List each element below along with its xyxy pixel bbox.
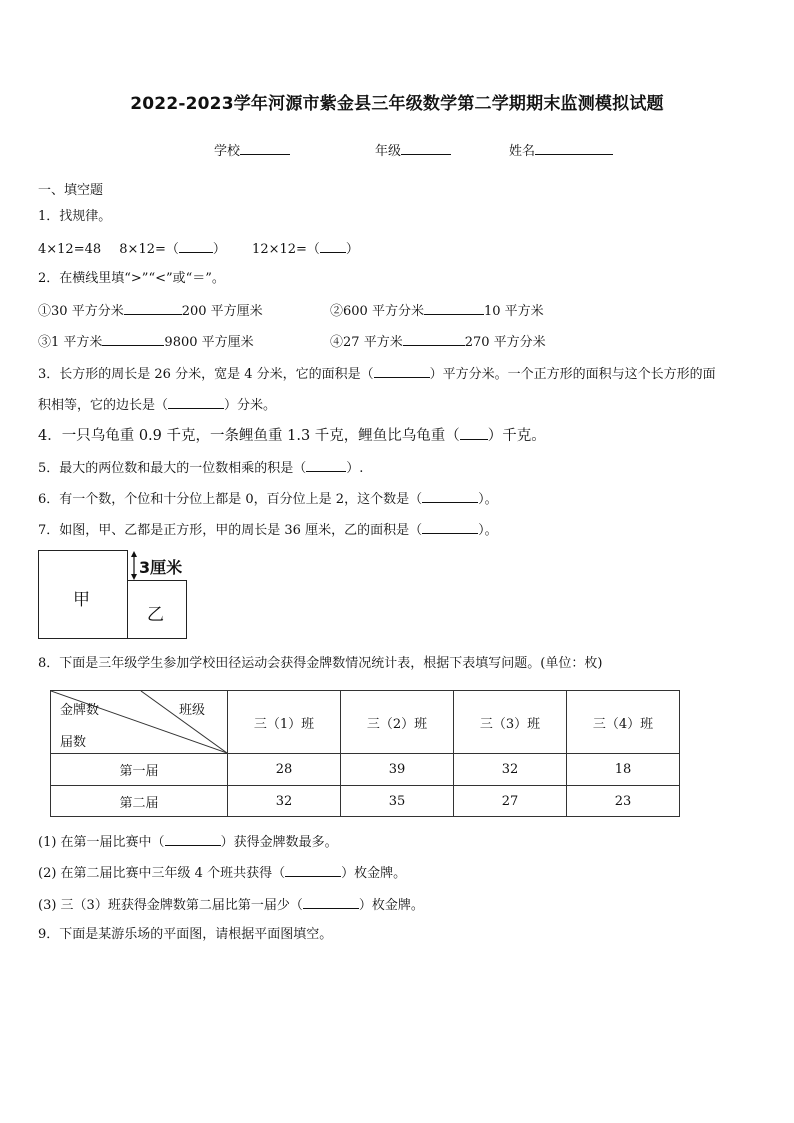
q8-text: 8．下面是三年级学生参加学校田径运动会获得金牌数情况统计表，根据下表填写问题。(单位：枚) <box>38 656 603 671</box>
q2-i2-b: 10 平方米 <box>483 304 544 319</box>
corner-class-label: 班级 <box>178 703 205 718</box>
school-field <box>214 142 290 160</box>
q2-i2-a: 600 平方分米 <box>343 304 424 319</box>
q3-line-1 <box>38 365 716 383</box>
q2-i1-a: 30 平方分米 <box>51 304 124 319</box>
q7-a: 7．如图，甲、乙都是正方形，甲的周长是 36 厘米，乙的面积是（ <box>38 523 423 538</box>
table-col-header: 三（3）班 <box>454 691 567 754</box>
q3-l1-a: 3．长方形的周长是 26 分米，宽是 4 分米，它的面积是（ <box>38 367 374 382</box>
q2-blank-4[interactable] <box>403 333 465 346</box>
table-row <box>51 786 680 817</box>
q7-line <box>38 521 498 539</box>
table-row <box>51 754 680 786</box>
q2-blank-2[interactable] <box>424 302 484 315</box>
q1-b-end: ） <box>212 242 226 257</box>
table-cell: 18 <box>567 754 680 786</box>
q4-b: ）千克。 <box>487 428 546 444</box>
q6-b: ）。 <box>478 492 498 507</box>
section-heading: 一、填空题 <box>38 183 104 198</box>
corner-session-label: 届数 <box>60 735 87 750</box>
q8-s2-b: ）枚金牌。 <box>341 866 407 881</box>
q3-blank-1[interactable] <box>374 365 430 378</box>
page-title: 2022-2023学年河源市紫金县三年级数学第二学期期末监测模拟试题 <box>130 94 664 114</box>
q4-blank[interactable] <box>460 427 488 440</box>
table-col-header: 三（1）班 <box>228 691 341 754</box>
q3-l2-a: 积相等，它的边长是（ <box>38 398 169 413</box>
grade-field <box>375 142 451 160</box>
q6-line <box>38 490 498 508</box>
grade-label: 年级 <box>375 144 402 159</box>
q5-blank[interactable] <box>306 459 346 472</box>
name-label: 姓名 <box>509 144 536 159</box>
school-label: 学校 <box>214 144 241 159</box>
q6-blank[interactable] <box>422 490 478 503</box>
q1-b-blank[interactable] <box>179 240 213 253</box>
q8-blank-3[interactable] <box>303 896 359 909</box>
q2-item-2 <box>330 302 544 320</box>
q2-num-2: ② <box>330 304 344 319</box>
q2-blank-3[interactable] <box>102 333 164 346</box>
table-corner-cell <box>51 691 228 754</box>
medal-table <box>50 690 680 817</box>
q8-s3-b: ）枚金牌。 <box>358 898 424 913</box>
q1-b: 8×12=（ <box>119 242 179 257</box>
q8-blank-2[interactable] <box>285 864 341 877</box>
q2-i3-a: 1 平方米 <box>51 335 103 350</box>
row-label: 第一届 <box>51 754 228 786</box>
q5-b: ）. <box>346 461 364 476</box>
q1-c-blank[interactable] <box>320 240 346 253</box>
q8-s1-b: ）获得金牌数最多。 <box>220 835 338 850</box>
q2-i3-b: 9800 平方厘米 <box>164 335 254 350</box>
name-field <box>509 142 613 160</box>
table-col-header: 三（2）班 <box>341 691 454 754</box>
q8-s3-a: (3) 三（3）班获得金牌数第二届比第一届少（ <box>38 898 303 913</box>
q3-line-2 <box>38 396 276 414</box>
table-cell: 35 <box>341 786 454 817</box>
q8-sub-2 <box>38 864 406 882</box>
table-cell: 39 <box>341 754 454 786</box>
q7-blank[interactable] <box>422 521 478 534</box>
table-cell: 23 <box>567 786 680 817</box>
q1-a: 4×12=48 <box>38 242 102 257</box>
table-header-row <box>51 691 680 754</box>
q2-blank-1[interactable] <box>124 302 182 315</box>
grade-blank[interactable] <box>401 142 451 155</box>
q1-c: 12×12=（ <box>252 242 320 257</box>
q2-num-1: ① <box>38 304 52 319</box>
q3-l2-b: ）分米。 <box>224 398 277 413</box>
q1-text: 1．找规律。 <box>38 209 112 224</box>
dimension-label: 3厘米 <box>139 558 183 577</box>
table-cell: 27 <box>454 786 567 817</box>
square-yi-label: 乙 <box>147 605 164 625</box>
q6-a: 6．有一个数，个位和十分位上都是 0，百分位上是 2，这个数是（ <box>38 492 423 507</box>
name-blank[interactable] <box>535 142 613 155</box>
q5-line <box>38 459 363 477</box>
q3-l1-b: ）平方分米。一个正方形的面积与这个长方形的面 <box>429 367 716 382</box>
q7-b: ）。 <box>478 523 498 538</box>
q2-item-4 <box>330 333 546 351</box>
q5-a: 5．最大的两位数和最大的一位数相乘的积是（ <box>38 461 307 476</box>
q8-s2-a: (2) 在第二届比赛中三年级 4 个班共获得（ <box>38 866 286 881</box>
q1-row <box>38 240 359 258</box>
q2-num-3: ③ <box>38 335 52 350</box>
table-cell: 32 <box>454 754 567 786</box>
q2-i4-b: 270 平方分米 <box>464 335 546 350</box>
q8-sub-1 <box>38 833 338 851</box>
table-cell: 28 <box>228 754 341 786</box>
q2-num-4: ④ <box>330 335 344 350</box>
square-jia <box>38 550 128 639</box>
row-label: 第二届 <box>51 786 228 817</box>
q4-a: 4．一只乌龟重 0.9 千克，一条鲤鱼重 1.3 千克，鲤鱼比乌龟重（ <box>38 428 460 444</box>
school-blank[interactable] <box>240 142 290 155</box>
q2-i1-b: 200 平方厘米 <box>181 304 263 319</box>
q2-text: 2．在横线里填“>”“<”或“＝”。 <box>38 271 225 286</box>
table-cell: 32 <box>228 786 341 817</box>
square-jia-label: 甲 <box>73 590 90 610</box>
q9-text: 9．下面是某游乐场的平面图，请根据平面图填空。 <box>38 927 333 942</box>
q8-blank-1[interactable] <box>165 833 221 846</box>
q2-item-3 <box>38 333 254 351</box>
q2-item-1 <box>38 302 263 320</box>
q1-c-end: ） <box>345 242 359 257</box>
q2-i4-a: 27 平方米 <box>343 335 403 350</box>
corner-medals-label: 金牌数 <box>60 703 100 718</box>
table-col-header: 三（4）班 <box>567 691 680 754</box>
q4-line <box>38 427 546 444</box>
square-yi <box>127 580 187 639</box>
q3-blank-2[interactable] <box>168 396 224 409</box>
q8-sub-3 <box>38 896 424 914</box>
q8-s1-a: (1) 在第一届比赛中（ <box>38 835 165 850</box>
